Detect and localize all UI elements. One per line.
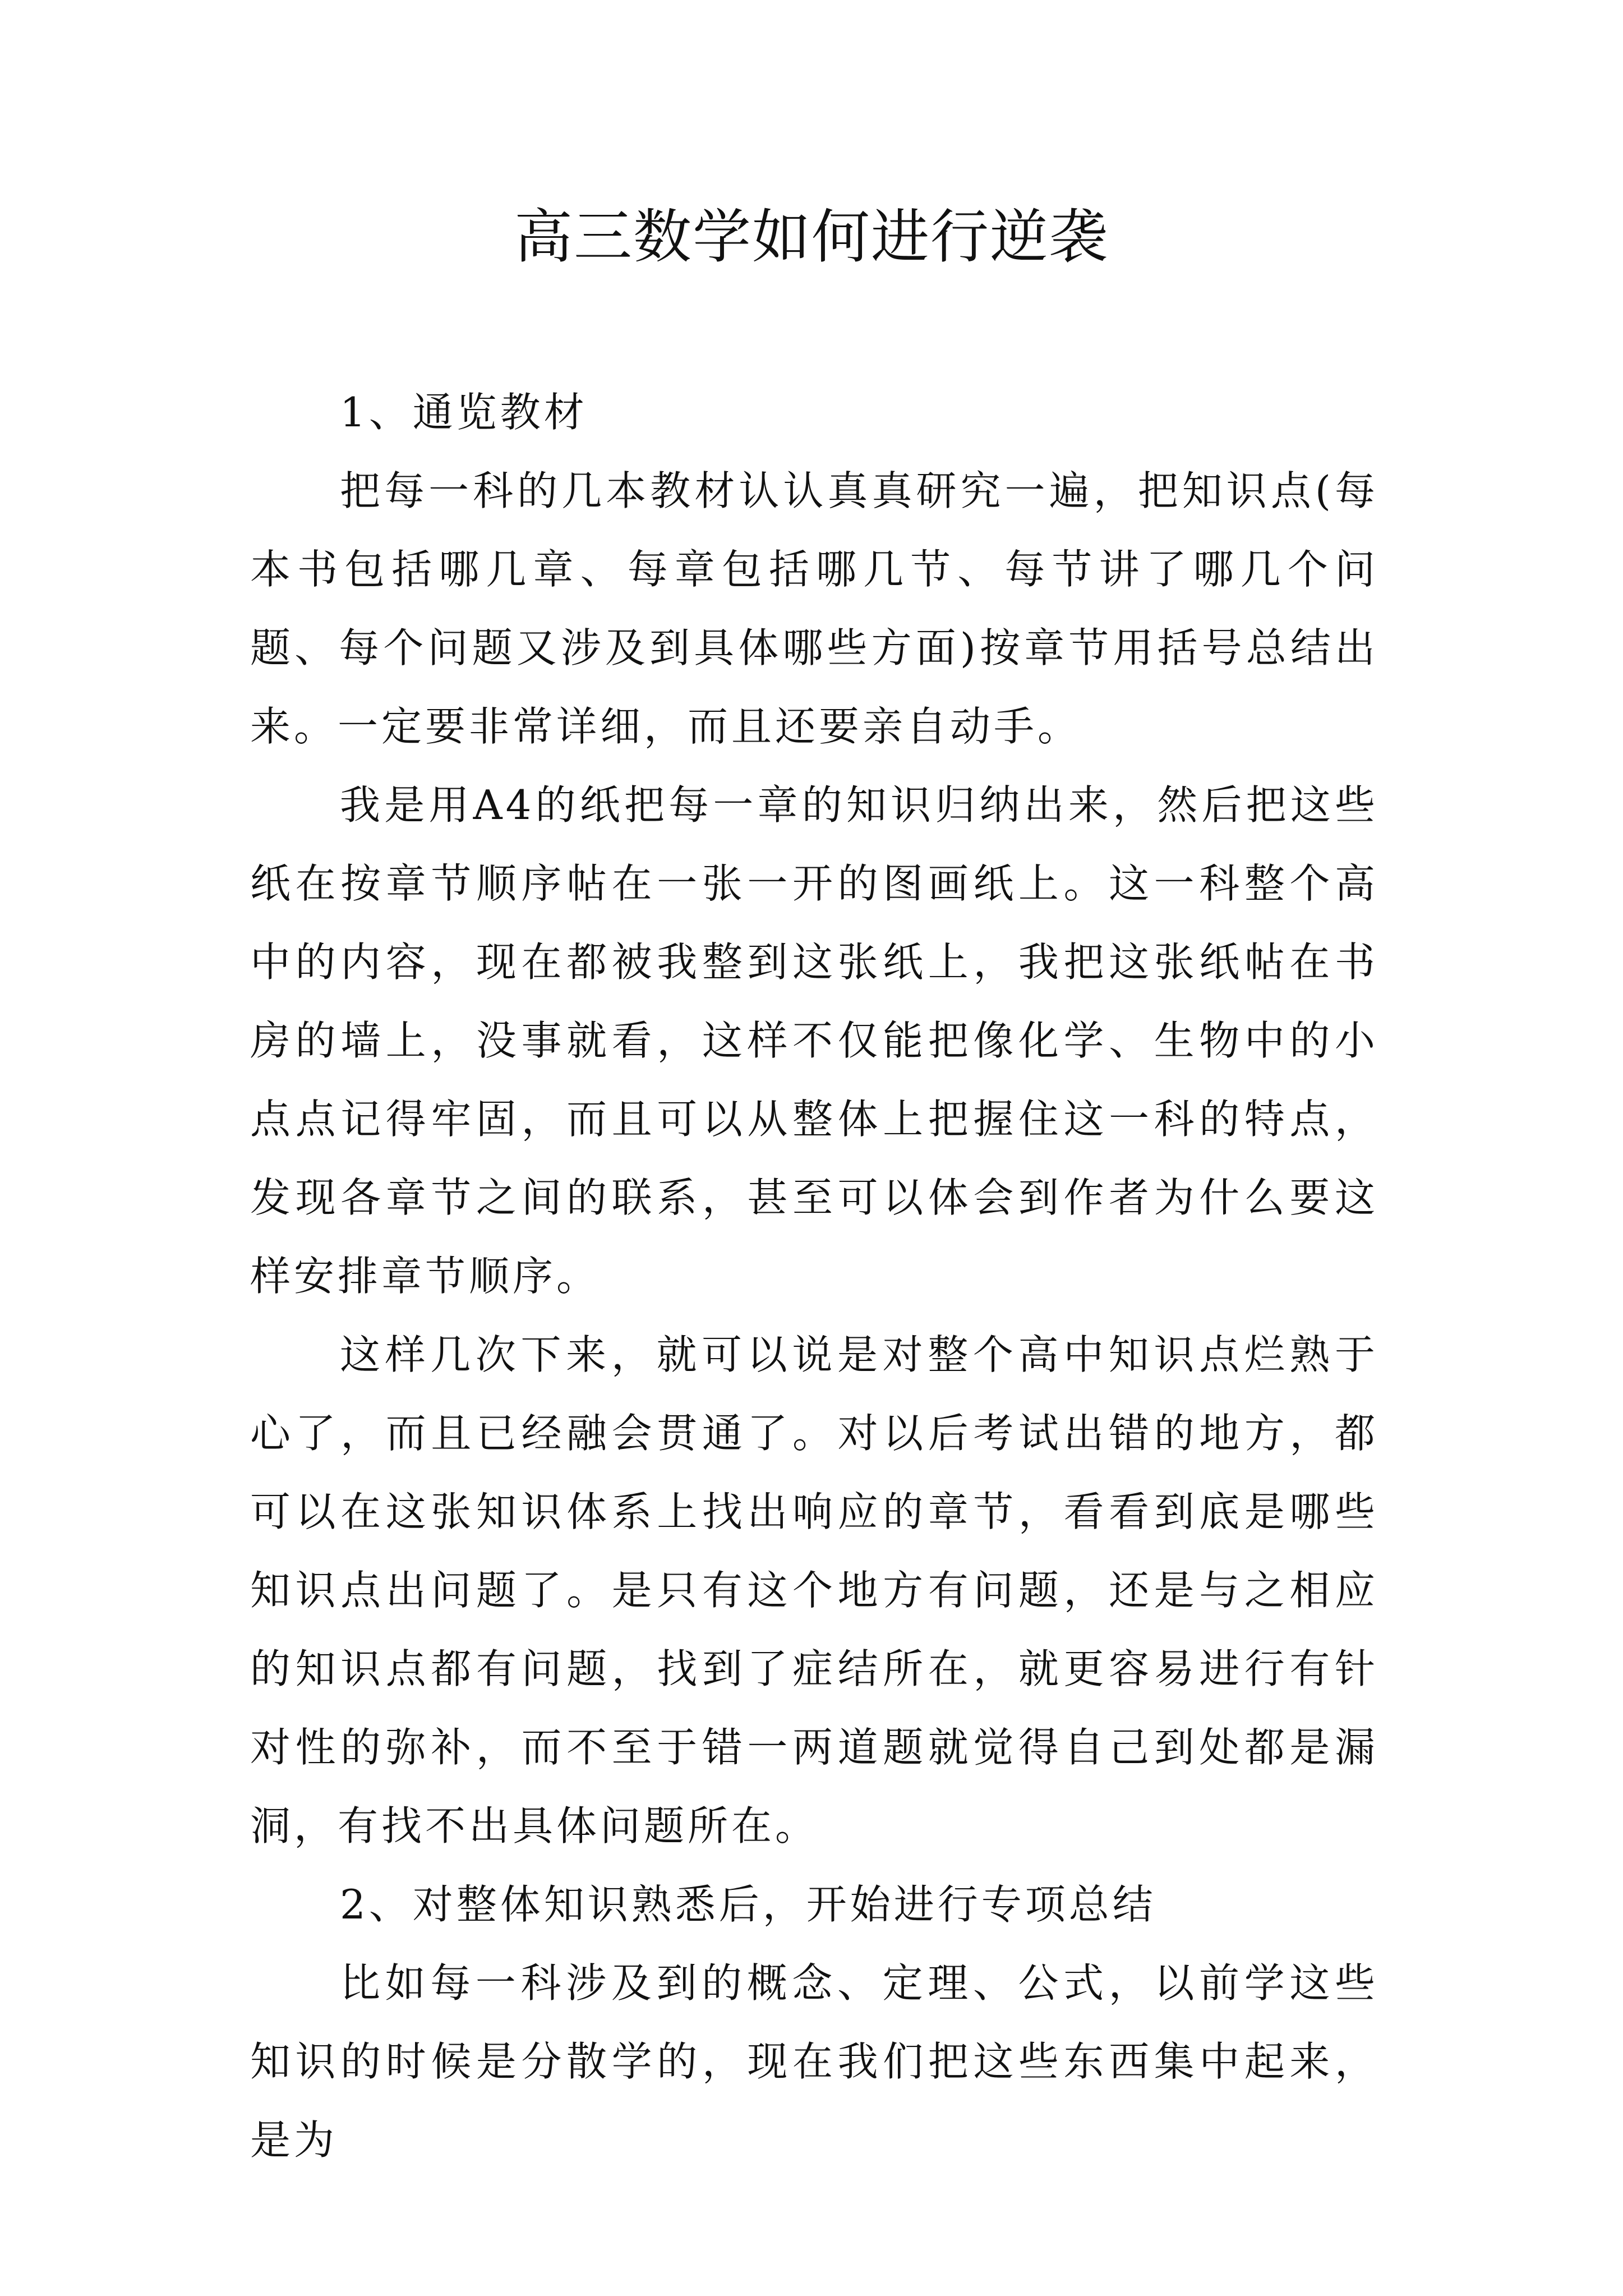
- section-heading-2: 2、对整体知识熟悉后，开始进行专项总结: [340, 1881, 1156, 1928]
- paragraph: 我是用A4的纸把每一章的知识归纳出来，然后把这些纸在按章节顺序帖在一张一开的图画纸上。这一科整个高中的内容，现在都被我整到这张纸上，我把这张纸帖在书房的墙上，没事就看，这样不仅能把像化学、生物中的小点点记得牢固，而且可以从整体上把握住这一科的特点，发现各章节之间的联系，甚至可以体会到作者为什么要这样安排章节顺序。: [250, 781, 1378, 1300]
- document-title: 高三数学如何进行逆袭: [514, 203, 1109, 271]
- document-body: [250, 373, 1378, 2179]
- section-heading-1: 1、通览教材: [340, 389, 588, 436]
- paragraph: 把每一科的几本教材认认真真研究一遍，把知识点(每本书包括哪几章、每章包括哪几节、每节讲了哪几个问题、每个问题又涉及到具体哪些方面)按章节用括号总结出来。一定要非常详细，而且还要亲自动手。: [250, 467, 1378, 750]
- paragraph: 这样几次下来，就可以说是对整个高中知识点烂熟于心了，而且已经融会贯通了。对以后考试出错的地方，都可以在这张知识体系上找出响应的章节，看看到底是哪些知识点出问题了。是只有这个地方有问题，还是与之相应的知识点都有问题，找到了症结所在，就更容易进行有针对性的弥补，而不至于错一两道题就觉得自己到处都是漏洞，有找不出具体问题所在。: [250, 1331, 1378, 1849]
- paragraph: 比如每一科涉及到的概念、定理、公式，以前学这些知识的时候是分散学的，现在我们把这些东西集中起来，是为: [250, 1959, 1378, 2164]
